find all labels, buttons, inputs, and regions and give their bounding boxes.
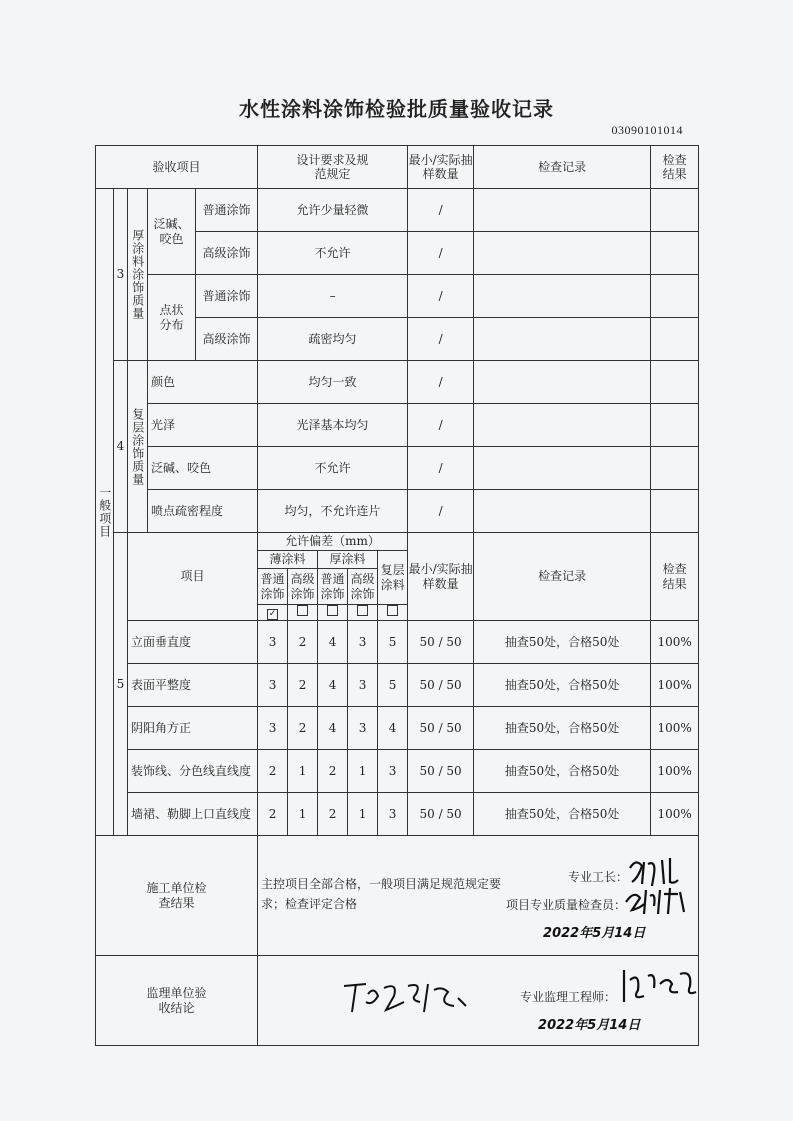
general-items-label: 一般项目	[96, 189, 114, 836]
deviation-value: 3	[258, 621, 288, 664]
check-result	[651, 404, 699, 447]
deviation-value: 2	[288, 621, 318, 664]
item4-number: 4	[114, 361, 128, 533]
item5-name: 立面垂直度	[128, 621, 258, 664]
requirement: 光泽基本均匀	[258, 404, 408, 447]
high-finish-header: 高级涂饰	[348, 569, 378, 605]
checkbox[interactable]	[288, 605, 318, 621]
check-record: 抽查50处，合格50处	[474, 621, 651, 664]
deviation-value: 2	[258, 750, 288, 793]
checkbox[interactable]	[348, 605, 378, 621]
construction-date: 2022年5月14日	[543, 926, 646, 941]
item3-sub1: 泛碱、咬色	[148, 189, 196, 275]
check-record: 抽查50处，合格50处	[474, 793, 651, 836]
deviation-value: 2	[288, 707, 318, 750]
requirement: 允许少量轻微	[258, 189, 408, 232]
check-record	[474, 404, 651, 447]
check-record	[474, 189, 651, 232]
document-title: 水性涂料涂饰检验批质量验收记录	[239, 97, 554, 121]
check-result: 100%	[651, 664, 699, 707]
item5-number: 5	[114, 533, 128, 836]
supervision-result-cell	[258, 956, 699, 1046]
check-record: 抽查50处，合格50处	[474, 750, 651, 793]
item4-name: 颜色	[148, 361, 258, 404]
normal-finish-header: 普通涂饰	[318, 569, 348, 605]
supervision-engineer-label: 专业监理工程师：	[520, 990, 617, 1004]
check-result: 100%	[651, 621, 699, 664]
header-sample: 最小/实际抽样数量	[408, 146, 474, 189]
deviation-value: 1	[288, 750, 318, 793]
multi-coating-header: 复层涂料	[378, 551, 408, 605]
requirement: 均匀，不允许连片	[258, 490, 408, 533]
item5-sample-header: 最小/实际抽样数量	[408, 533, 474, 621]
sample-count: /	[408, 404, 474, 447]
item3-number: 3	[114, 189, 128, 361]
header-record: 检查记录	[474, 146, 651, 189]
checkbox[interactable]	[318, 605, 348, 621]
item4-name: 喷点疏密程度	[148, 490, 258, 533]
requirement: 均匀一致	[258, 361, 408, 404]
foreman-label: 专业工长：	[568, 870, 629, 884]
check-result	[651, 232, 699, 275]
sample-count: /	[408, 447, 474, 490]
sample-count: 50 / 50	[408, 707, 474, 750]
deviation-value: 3	[348, 707, 378, 750]
document-code: 03090101014	[611, 123, 683, 137]
engineer-signature-icon	[620, 966, 699, 1006]
deviation-value: 4	[318, 621, 348, 664]
normal-finish-header: 普通涂饰	[258, 569, 288, 605]
item5-project-header: 项目	[128, 533, 258, 621]
item5-name: 装饰线、分色线直线度	[128, 750, 258, 793]
check-result	[651, 189, 699, 232]
deviation-value: 4	[318, 707, 348, 750]
deviation-value: 3	[258, 707, 288, 750]
item3-sub2: 点状分布	[148, 275, 196, 361]
construction-result-cell	[258, 836, 699, 956]
check-result	[651, 361, 699, 404]
deviation-value: 3	[378, 793, 408, 836]
deviation-value: 4	[378, 707, 408, 750]
item4-group: 复层涂饰质量	[128, 361, 148, 533]
deviation-value: 3	[258, 664, 288, 707]
sample-count: /	[408, 189, 474, 232]
check-result: 100%	[651, 750, 699, 793]
check-result	[651, 447, 699, 490]
check-result: 100%	[651, 707, 699, 750]
inspector-signature-icon	[622, 884, 694, 918]
requirement: 不允许	[258, 232, 408, 275]
check-record	[474, 447, 651, 490]
inspector-label: 项目专业质量检查员：	[506, 898, 627, 912]
check-result: 100%	[651, 793, 699, 836]
sample-count: /	[408, 490, 474, 533]
deviation-value: 2	[288, 664, 318, 707]
item5-name: 墙裙、勒脚上口直线度	[128, 793, 258, 836]
supervision-label: 监理单位验收结论	[96, 956, 258, 1046]
check-record	[474, 490, 651, 533]
check-record	[474, 318, 651, 361]
check-record: 抽查50处，合格50处	[474, 664, 651, 707]
item5-record-header: 检查记录	[474, 533, 651, 621]
deviation-value: 2	[318, 793, 348, 836]
sample-count: /	[408, 318, 474, 361]
deviation-value: 3	[378, 750, 408, 793]
deviation-value: 1	[288, 793, 318, 836]
header-item: 验收项目	[96, 146, 258, 189]
deviation-value: 1	[348, 750, 378, 793]
check-record	[474, 232, 651, 275]
high-finish-header: 高级涂饰	[288, 569, 318, 605]
item5-result-header: 检查结果	[651, 533, 699, 621]
deviation-value: 1	[348, 793, 378, 836]
check-result	[651, 318, 699, 361]
checkbox-checked[interactable]: ✓	[258, 605, 288, 621]
check-result	[651, 275, 699, 318]
level-label: 高级涂饰	[196, 318, 258, 361]
check-record: 抽查50处，合格50处	[474, 707, 651, 750]
allow-deviation-header: 允许偏差（mm）	[258, 533, 408, 551]
deviation-value: 5	[378, 621, 408, 664]
thick-coating-header: 厚涂料	[318, 551, 378, 569]
deviation-value: 2	[318, 750, 348, 793]
item4-name: 泛碱、咬色	[148, 447, 258, 490]
sample-count: /	[408, 232, 474, 275]
item5-name: 阴阳角方正	[128, 707, 258, 750]
sample-count: 50 / 50	[408, 750, 474, 793]
foreman-signature-icon	[626, 854, 686, 888]
check-result	[651, 490, 699, 533]
level-label: 高级涂饰	[196, 232, 258, 275]
deviation-value: 5	[378, 664, 408, 707]
construction-result-text: 主控项目全部合格，一般项目满足规范规定要求；检查评定合格	[261, 877, 502, 911]
deviation-value: 2	[258, 793, 288, 836]
deviation-value: 4	[318, 664, 348, 707]
inspection-table	[95, 145, 699, 1046]
sample-count: 50 / 50	[408, 621, 474, 664]
requirement: 不允许	[258, 447, 408, 490]
deviation-value: 3	[348, 621, 378, 664]
checkbox[interactable]	[378, 605, 408, 621]
item4-name: 光泽	[148, 404, 258, 447]
header-design: 设计要求及规范规定	[258, 146, 408, 189]
requirement: 疏密均匀	[258, 318, 408, 361]
level-label: 普通涂饰	[196, 275, 258, 318]
header-result: 检查结果	[651, 146, 699, 189]
sample-count: 50 / 50	[408, 793, 474, 836]
thin-coating-header: 薄涂料	[258, 551, 318, 569]
level-label: 普通涂饰	[196, 189, 258, 232]
item5-name: 表面平整度	[128, 664, 258, 707]
supervisor-conclusion-signature-icon	[338, 976, 478, 1016]
check-record	[474, 361, 651, 404]
sample-count: /	[408, 275, 474, 318]
check-record	[474, 275, 651, 318]
item3-group: 厚涂料涂饰质量	[128, 189, 148, 361]
requirement: –	[258, 275, 408, 318]
construction-label: 施工单位检查结果	[96, 836, 258, 956]
sample-count: 50 / 50	[408, 664, 474, 707]
deviation-value: 3	[348, 664, 378, 707]
sample-count: /	[408, 361, 474, 404]
supervision-date: 2022年5月14日	[538, 1018, 641, 1033]
